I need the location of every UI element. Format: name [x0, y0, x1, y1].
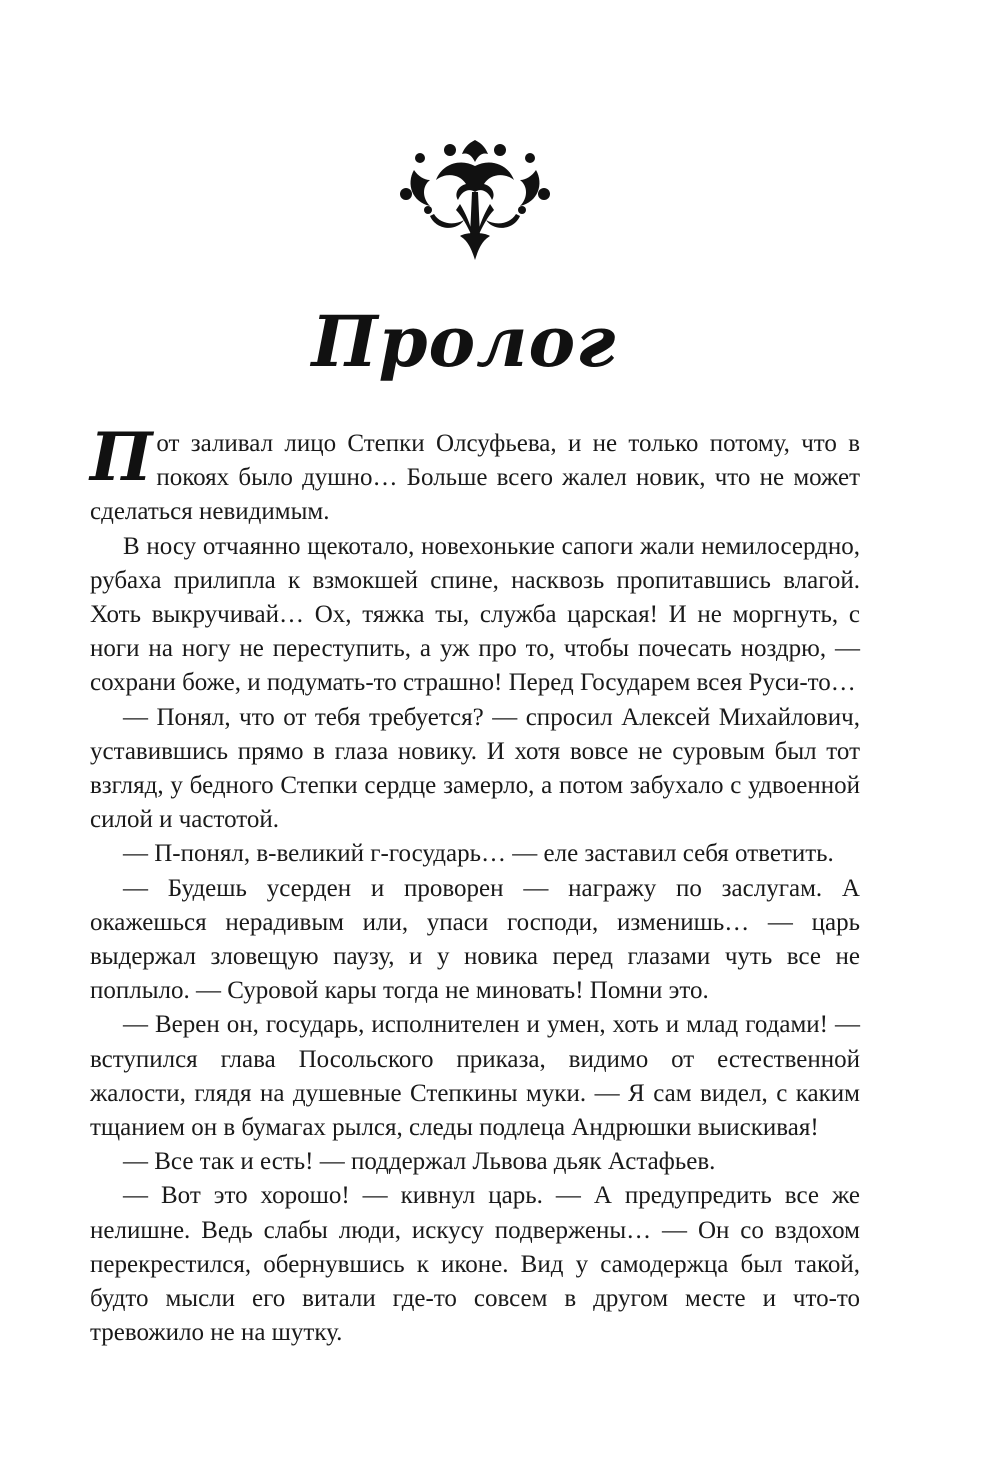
- paragraph-text: от заливал лицо Степки Олсуфьева, и не только потому, что в покоях было душно… Больше всего жалел новик, что не может сделаться невидимым.: [90, 430, 860, 526]
- paragraph: — Верен он, государь, исполнителен и умен, хоть и млад годами! — вступился глава Посольского приказа, видимо от естественной жалости, глядя на душевные Степкины муки. — Я сам видел, с каким тщанием он в бумагах рылся, следы подлеца Андрюшки выискивая!: [90, 1011, 860, 1142]
- paragraph: — Все так и есть! — поддержал Львова дьяк Астафьев.: [123, 1148, 716, 1176]
- paragraph: — Будешь усерден и проворен — награжу по заслугам. А окажешься нерадивым или, упаси господи, изменишь… — царь выдержал зловещую паузу, и у новика перед глазами чуть все не поплыло. — Суровой кары тогда не миновать! Помни это.: [90, 874, 860, 1005]
- paragraph: В носу отчаянно щекотало, новехонькие сапоги жали немилосердно, рубаха прилипла к взмокшей спине, насквозь пропитавшись влагой. Хоть выкручивай… Ох, тяжка ты, служба царская! И не моргнуть, с ноги на ногу не переступить, а уж про то, чтобы почесать ноздрю, — сохрани боже, и подумать-то страшно! Перед Государем всея Руси-то…: [90, 532, 860, 697]
- floral-ornament-icon: [400, 140, 550, 260]
- paragraph: — П-понял, в-великий г-государь… — еле заставил себя ответить.: [123, 840, 834, 868]
- paragraph: — Вот это хорошо! — кивнул царь. — А предупредить все же нелишне. Ведь слабы люди, искусу подвержены… — Он со вздохом перекрестился, обернувшись к иконе. Вид у самодержца был такой, будто мысли его витали где-то совсем в другом месте и что-то тревожило не на шутку.: [90, 1182, 860, 1347]
- paragraph: — Понял, что от тебя требуется? — спросил Алексей Михайлович, уставившись прямо в глаза новику. И хотя вовсе не суровым был тот взгляд, у бедного Степки сердце замерло, а потом забухало с удвоенной силой и частотой.: [90, 703, 860, 834]
- paragraph: [90, 418, 860, 530]
- chapter-text: [90, 418, 860, 1350]
- chapter-title: Пролог: [311, 300, 617, 383]
- drop-cap: П: [90, 418, 153, 496]
